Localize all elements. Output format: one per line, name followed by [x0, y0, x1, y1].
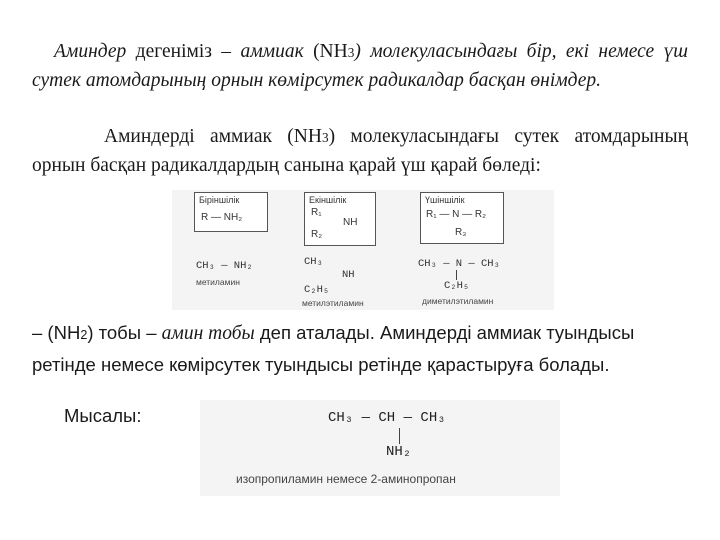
secondary-r1: R₁ [311, 207, 322, 218]
ex2-bottom: C₂H₅ [304, 284, 330, 296]
ex2-top: CH₃ [304, 256, 323, 268]
isopropylamine-figure [200, 400, 560, 496]
dimethylethylamine-name: диметилэтиламин [422, 296, 494, 306]
tertiary-amine-box [420, 192, 504, 244]
secondary-group: NH [343, 217, 358, 228]
primary-heading: Біріншілік [199, 195, 240, 205]
isopropylamine-chain: CH₃ — CH — CH₃ [328, 410, 446, 426]
ex3-formula: CH₃ — N — CH₃ [418, 258, 500, 270]
ex3-bottom: C₂H₅ [444, 280, 470, 292]
ex2-group: NH [342, 269, 355, 281]
amino-group-paragraph: – (NH2) тобы – амин тобы деп аталады. Аминдерді аммиак туындысы ретінде немесе көмірсутек туындысы ретінде қарастыруға болады. [32, 322, 635, 375]
methylamine-formula: CH₃ — NH₂ [196, 260, 253, 272]
amino-bond [399, 428, 400, 444]
isopropylamine-caption: изопропиламин немесе 2-аминопропан [236, 472, 456, 486]
primary-formula: R — NH₂ [201, 212, 243, 223]
methylamine-name: метиламин [196, 277, 240, 287]
definition-paragraph: Аминдер дегеніміз – аммиак (NH3) молекуласындағы бір, екі немесе үш сутек атомдарының орнын көмірсутек радикалдар басқан өнімдер. [32, 41, 688, 91]
classification-paragraph: Аминдерді аммиак (NH3) молекуласындағы сутек атомдарының орнын басқан радикалдардың санына қарай үш қарай бөледі: [32, 126, 688, 176]
ex3-bond [456, 270, 457, 280]
tertiary-formula: R₁ — N — R₂ [426, 209, 487, 220]
tertiary-r3: R₃ [455, 227, 467, 238]
secondary-r2: R₂ [311, 229, 323, 240]
primary-amine-box [194, 192, 268, 232]
secondary-amine-box [304, 192, 376, 246]
amino-group: NH₂ [386, 444, 412, 460]
tertiary-heading: Үшіншілік [425, 195, 465, 205]
secondary-heading: Екіншілік [309, 195, 347, 205]
amine-classification-figure [172, 190, 554, 310]
example-label: Мысалы: [64, 405, 142, 426]
methylethylamine-name: метилэтиламин [302, 298, 364, 308]
